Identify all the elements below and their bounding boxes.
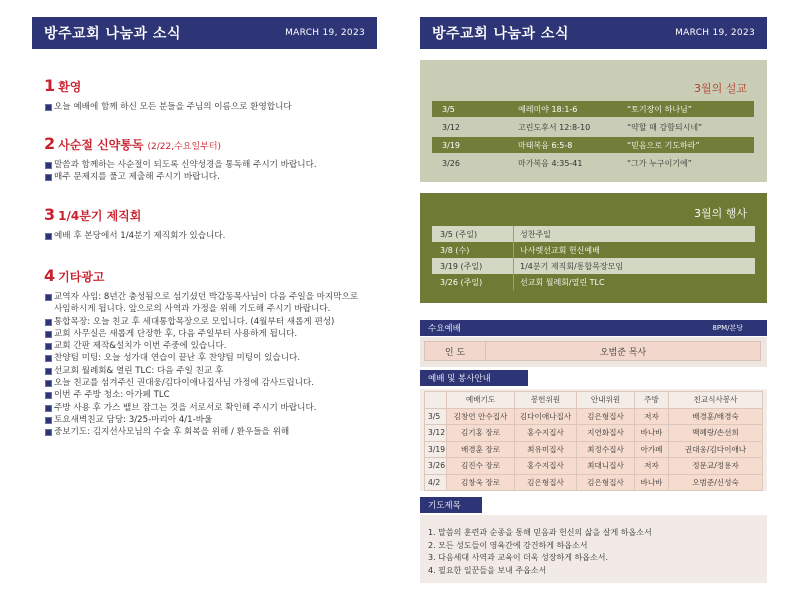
section-subtitle: (2/22,수요일부터) bbox=[147, 142, 222, 152]
duty-row bbox=[425, 425, 763, 442]
sermon-passage: 마태복음 6:5-8 bbox=[518, 140, 573, 150]
sermon-name: “그가 누구이기에” bbox=[627, 158, 692, 168]
page-date: MARCH 19, 2023 bbox=[285, 28, 365, 38]
duty-col-header: 봉헌위원 bbox=[515, 392, 577, 409]
duty-date: 3/12 bbox=[425, 425, 447, 442]
preacher-key: 인 도 bbox=[424, 341, 486, 361]
bullet-list bbox=[44, 101, 389, 113]
duty-cell: 김창언 안수집사 bbox=[447, 408, 515, 425]
sermon-date: 3/12 bbox=[442, 122, 460, 132]
sermon-passage: 고린도후서 12:8-10 bbox=[518, 122, 591, 132]
event-date: 3/26 (주일) bbox=[432, 274, 514, 290]
bullet-item: 주방 사용 후 가스 밸브 잠그는 것을 서로서로 확인해 주시기 바랍니다. bbox=[44, 402, 389, 414]
duty-date: 3/19 bbox=[425, 441, 447, 458]
bullet-item-continued: 사임하시게 됩니다. 앞으로의 사역과 가정을 위해 기도해 주시기 바랍니다. bbox=[54, 304, 331, 315]
duty-cell: 배경훈 장로 bbox=[447, 441, 515, 458]
bullet-item: 매주 문제지를 풀고 제출해 주시기 바랍니다. bbox=[44, 171, 389, 183]
event-row bbox=[432, 274, 755, 290]
wednesday-label: 수요예배 bbox=[428, 324, 461, 334]
event-date: 3/19 (주일) bbox=[432, 258, 514, 274]
duty-cell: 아가페 bbox=[635, 441, 669, 458]
duty-col-header: 안내위원 bbox=[577, 392, 635, 409]
wednesday-service-bar bbox=[420, 320, 767, 336]
sermon-date: 3/26 bbox=[442, 158, 460, 168]
duty-col-header bbox=[425, 392, 447, 409]
prayer-item: 4. 필요한 일꾼들을 보내 주옵소서 bbox=[428, 565, 547, 575]
page-date: MARCH 19, 2023 bbox=[675, 28, 755, 38]
duty-cell: 저자 bbox=[635, 458, 669, 475]
event-row bbox=[432, 242, 755, 258]
section-title: 1/4분기 제직회 bbox=[58, 209, 142, 223]
events-title: 3월의 행사 bbox=[694, 207, 747, 220]
bullet-item: 선교회 월례회& 열린 TLC: 다음 주일 친교 후 bbox=[44, 365, 389, 377]
left-page-header bbox=[32, 17, 377, 49]
duty-row bbox=[425, 441, 763, 458]
bullet-item: 통합목장: 오늘 친교 후 세대통합목장으로 모입니다. (4월부터 새롭게 편성) bbox=[44, 316, 389, 328]
duty-cell: 바나바 bbox=[635, 474, 669, 491]
duty-cell: 최대니집사 bbox=[577, 458, 635, 475]
duty-cell: 백혜랑/손선희 bbox=[669, 425, 763, 442]
bullet-list bbox=[44, 230, 389, 242]
event-name: 1/4분기 제직회/통합목장모임 bbox=[520, 261, 624, 271]
duty-table bbox=[420, 389, 767, 491]
section-title: 기타광고 bbox=[58, 270, 105, 284]
prayer-label: 기도제목 bbox=[428, 501, 461, 511]
event-name: 나사렛선교회 헌신예배 bbox=[520, 245, 600, 255]
page-title: 방주교회 나눔과 소식 bbox=[44, 26, 181, 42]
duty-col-header: 주방 bbox=[635, 392, 669, 409]
bullet-item: 오늘 예배에 함께 하신 모든 분들을 주님의 이름으로 환영합니다 bbox=[44, 101, 389, 113]
duty-cell: 김은형집사 bbox=[577, 408, 635, 425]
sermon-passage: 마가복음 4:35-41 bbox=[518, 158, 583, 168]
duty-bar bbox=[420, 370, 528, 386]
bullet-item: 말씀과 함께하는 사순절이 되도록 신약성경을 통독해 주시기 바랍니다. bbox=[44, 159, 389, 171]
duty-row bbox=[425, 408, 763, 425]
duty-date: 3/26 bbox=[425, 458, 447, 475]
sermon-panel bbox=[420, 60, 767, 182]
bullet-item: 찬양팀 미팅: 오늘 성가대 연습이 끝난 후 찬양팀 미팅이 있습니다. bbox=[44, 352, 389, 364]
section-number: 2 bbox=[44, 134, 56, 153]
duty-cell: 김기홍 장로 bbox=[447, 425, 515, 442]
right-page-header bbox=[420, 17, 767, 49]
bullet-item: 교역자 사임: 8년간 충성됨으로 섬기셨던 박갑동목사님이 다음 주일을 마지막으로 bbox=[44, 291, 389, 303]
duty-col-header: 예배기도 bbox=[447, 392, 515, 409]
duty-cell: 바나바 bbox=[635, 425, 669, 442]
prayer-item: 1. 말씀의 훈련과 순종을 통해 믿음과 헌신의 삶을 살게 하옵소서 bbox=[428, 528, 652, 537]
duty-cell: 김다이애나집사 bbox=[515, 408, 577, 425]
bullet-item: 중보기도: 김지선사모님의 수술 후 회복을 위해 / 환우들을 위해 bbox=[44, 426, 389, 438]
sermon-date: 3/19 bbox=[442, 140, 460, 150]
duty-cell: 김은형집사 bbox=[577, 474, 635, 491]
duty-cell: 오범준/신성숙 bbox=[669, 474, 763, 491]
sermon-name: “약할 때 강함되시네” bbox=[627, 122, 703, 132]
duty-cell: 홍수지집사 bbox=[515, 425, 577, 442]
event-name: 성찬주일 bbox=[520, 229, 551, 239]
duty-date: 4/2 bbox=[425, 474, 447, 491]
duty-cell: 정문교/정용자 bbox=[669, 458, 763, 475]
section-number: 4 bbox=[44, 266, 56, 285]
section-lent bbox=[44, 134, 389, 184]
preacher-row bbox=[420, 337, 767, 367]
sermon-name: “토기장이 하나님” bbox=[627, 104, 692, 114]
sermon-passage: 예레미야 18:1-6 bbox=[518, 104, 578, 114]
section-title: 사순절 신약통독 bbox=[58, 138, 144, 152]
bullet-item: 토요새벽친교 담당: 3/25-마리아 4/1-바울 bbox=[44, 414, 389, 426]
prayer-box bbox=[420, 515, 767, 583]
event-date: 3/5 (주일) bbox=[432, 226, 514, 242]
duty-date: 3/5 bbox=[425, 408, 447, 425]
sermon-row bbox=[432, 155, 754, 171]
bullet-list bbox=[44, 159, 389, 184]
duty-cell: 김은형집사 bbox=[515, 474, 577, 491]
duty-cell: 배경훈/배경숙 bbox=[669, 408, 763, 425]
duty-col-header: 친교식사봉사 bbox=[669, 392, 763, 409]
section-number: 3 bbox=[44, 205, 56, 224]
sermon-name: “믿음으로 기도하라” bbox=[627, 140, 700, 150]
section-welcome bbox=[44, 76, 389, 113]
prayer-item: 3. 다음세대 사역과 교육이 더욱 성장하게 하옵소서. bbox=[428, 553, 608, 563]
duty-label: 예배 및 봉사안내 bbox=[428, 374, 491, 384]
event-row bbox=[432, 258, 755, 274]
event-name: 선교회 월례회/열린 TLC bbox=[520, 277, 605, 287]
sermon-row bbox=[432, 101, 754, 117]
bullet-item: 오늘 친교를 섬겨주신 권대웅/김다이애나집사님 가정에 감사드립니다. bbox=[44, 377, 389, 389]
sermon-row bbox=[432, 119, 754, 135]
duty-cell: 권대웅/김다이애나 bbox=[669, 441, 763, 458]
duty-row bbox=[425, 458, 763, 475]
duty-header-row bbox=[425, 392, 763, 409]
duty-cell: 저자 bbox=[635, 408, 669, 425]
duty-cell: 김진수 장로 bbox=[447, 458, 515, 475]
sermon-date: 3/5 bbox=[442, 104, 455, 114]
section-number: 1 bbox=[44, 76, 56, 95]
prayer-item: 2. 모든 성도들이 영육간에 강건하게 하옵소서 bbox=[428, 540, 588, 550]
bullet-item: 이번 주 주방 청소: 아가페 TLC bbox=[44, 389, 389, 401]
sermon-title: 3월의 설교 bbox=[694, 82, 747, 95]
bullet-item: 예배 후 본당에서 1/4분기 제직회가 있습니다. bbox=[44, 230, 389, 242]
bullet-item: 교회 사무실은 새롭게 단장한 후, 다음 주일부터 사용하게 됩니다. bbox=[44, 328, 389, 340]
duty-cell: 김창욱 장로 bbox=[447, 474, 515, 491]
event-row bbox=[432, 226, 755, 242]
prayer-bar bbox=[420, 497, 482, 513]
section-title: 환영 bbox=[58, 80, 82, 94]
preacher-name: 오범준 목사 bbox=[486, 341, 761, 361]
bullet-item: 교회 간판 제작&설치가 이번 주중에 있습니다. bbox=[44, 340, 389, 352]
duty-cell: 지연화집사 bbox=[577, 425, 635, 442]
duty-cell: 최정수집사 bbox=[577, 441, 635, 458]
sermon-row bbox=[432, 137, 754, 153]
duty-cell: 최유미집사 bbox=[515, 441, 577, 458]
page-title: 방주교회 나눔과 소식 bbox=[432, 26, 569, 42]
wednesday-time: 8PM/본당 bbox=[712, 324, 743, 332]
section-quarter bbox=[44, 205, 389, 242]
bullet-list bbox=[44, 291, 389, 439]
prayer-list bbox=[428, 527, 652, 577]
events-panel bbox=[420, 193, 767, 303]
duty-row bbox=[425, 474, 763, 491]
duty-cell: 홍수지집사 bbox=[515, 458, 577, 475]
section-other bbox=[44, 266, 389, 439]
event-date: 3/8 (수) bbox=[432, 242, 514, 258]
